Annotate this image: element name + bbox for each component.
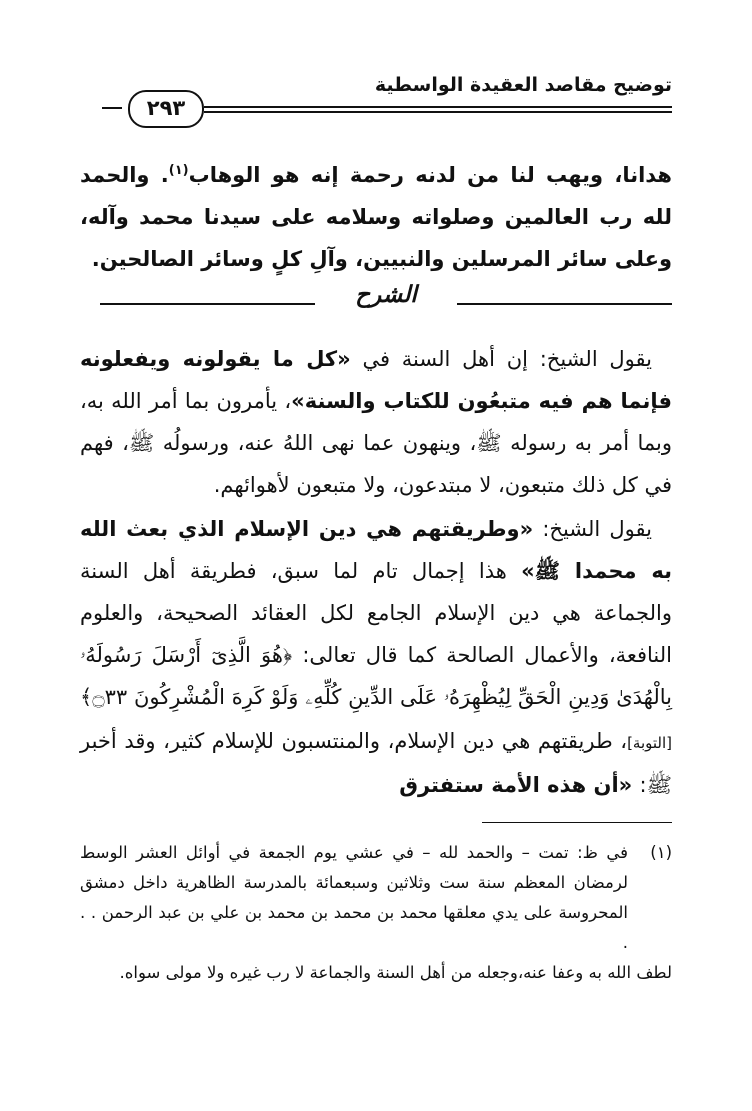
paragraph-body-continued: ، طريقتهم هي دين الإسلام، والمنتسبون للإسلام كثير، وقد أخبر ﷺ: xyxy=(80,729,672,797)
running-header xyxy=(100,70,672,124)
paragraph-lead: يقول الشيخ: إن أهل السنة في xyxy=(362,347,652,371)
paragraph-lead: يقول الشيخ: xyxy=(542,517,652,541)
header-rule-bottom xyxy=(204,111,672,113)
book-title: توضيح مقاصد العقيدة الواسطية xyxy=(374,74,672,96)
header-rule-top xyxy=(204,106,672,108)
commentary-paragraph-2 xyxy=(80,508,672,806)
footnotes xyxy=(80,838,672,988)
footnote-marker: (١) xyxy=(650,843,672,862)
quran-verse: ﴿هُوَ الَّذِىٓ أَرْسَلَ رَسُولَهُۥ بِالْهُدَىٰ وَدِينِ الْحَقِّ لِيُظْهِرَهُۥ عَلَى الدِّينِ كُلِّهِۦ وَلَوْ كَرِهَ الْمُشْرِكُونَ ۝٣٣﴾ xyxy=(80,643,672,709)
section-title: الشرح xyxy=(355,282,417,308)
footnote-separator xyxy=(482,822,672,823)
quoted-text: «كل ما يقولونه ويفعلونه فإنما هم فيه متبعُون للكتاب والسنة» xyxy=(80,347,672,413)
quoted-text: «وطريقتهم هي دين الإسلام الذي بعث الله به محمدا ﷺ» xyxy=(80,517,672,583)
intro-text: هدانا، ويهب لنا من لدنه رحمة إنه هو الوهاب xyxy=(188,163,672,187)
page-number: ٢٩٣ xyxy=(128,90,204,128)
section-heading xyxy=(100,282,672,322)
footnote-text-continued: لطف الله به وعفا عنه،وجعله من أهل السنة والجماعة لا رب غيره ولا مولى سواه. xyxy=(119,963,672,982)
footnote-ref[interactable]: (١) xyxy=(168,163,189,178)
commentary-paragraph-1 xyxy=(80,338,672,506)
paragraph-body: هذا إجمال تام لما سبق، فطريقة أهل السنة والجماعة هي دين الإسلام الجامع لكل العقائد الصحيحة، والعلوم النافعة، والأعمال الصالحة كما قال تعالى: xyxy=(80,559,672,667)
paragraph-body: ، يأمرون بما أمر الله به، وبما أمر به رسوله ﷺ، وينهون عما نهى اللهُ عنه، ورسولُه ﷺ، فهم في كل ذلك متبعون، لا مبتدعون، ولا متبعون لأهوائهم. xyxy=(80,389,672,497)
intro-paragraph xyxy=(80,150,672,280)
heading-rule-left xyxy=(100,303,315,305)
intro-text-continued: . والحمد لله رب العالمين وصلواته وسلامه على سيدنا محمد وآله، وعلى سائر المرسلين والنبيين، وآلِ كلٍ وسائر الصالحين. xyxy=(80,163,672,271)
hadith-quote: «أن هذه الأمة ستفترق xyxy=(399,773,640,797)
footnote-text: في ظ: تمت – والحمد لله – في عشي يوم الجمعة في أوائل العشر الوسط لرمضان المعظم سنة ست وثلاثين وسبعمائة بالمدرسة الظاهرية داخل دمشق المحروسة على يدي معلقها محمد بن محمد بن محمد بن علي بن عبد الرحمن . . . xyxy=(80,843,628,952)
footnote-item xyxy=(80,838,672,988)
header-rule-left xyxy=(102,107,122,109)
verse-citation: [التوبة] xyxy=(627,734,672,752)
